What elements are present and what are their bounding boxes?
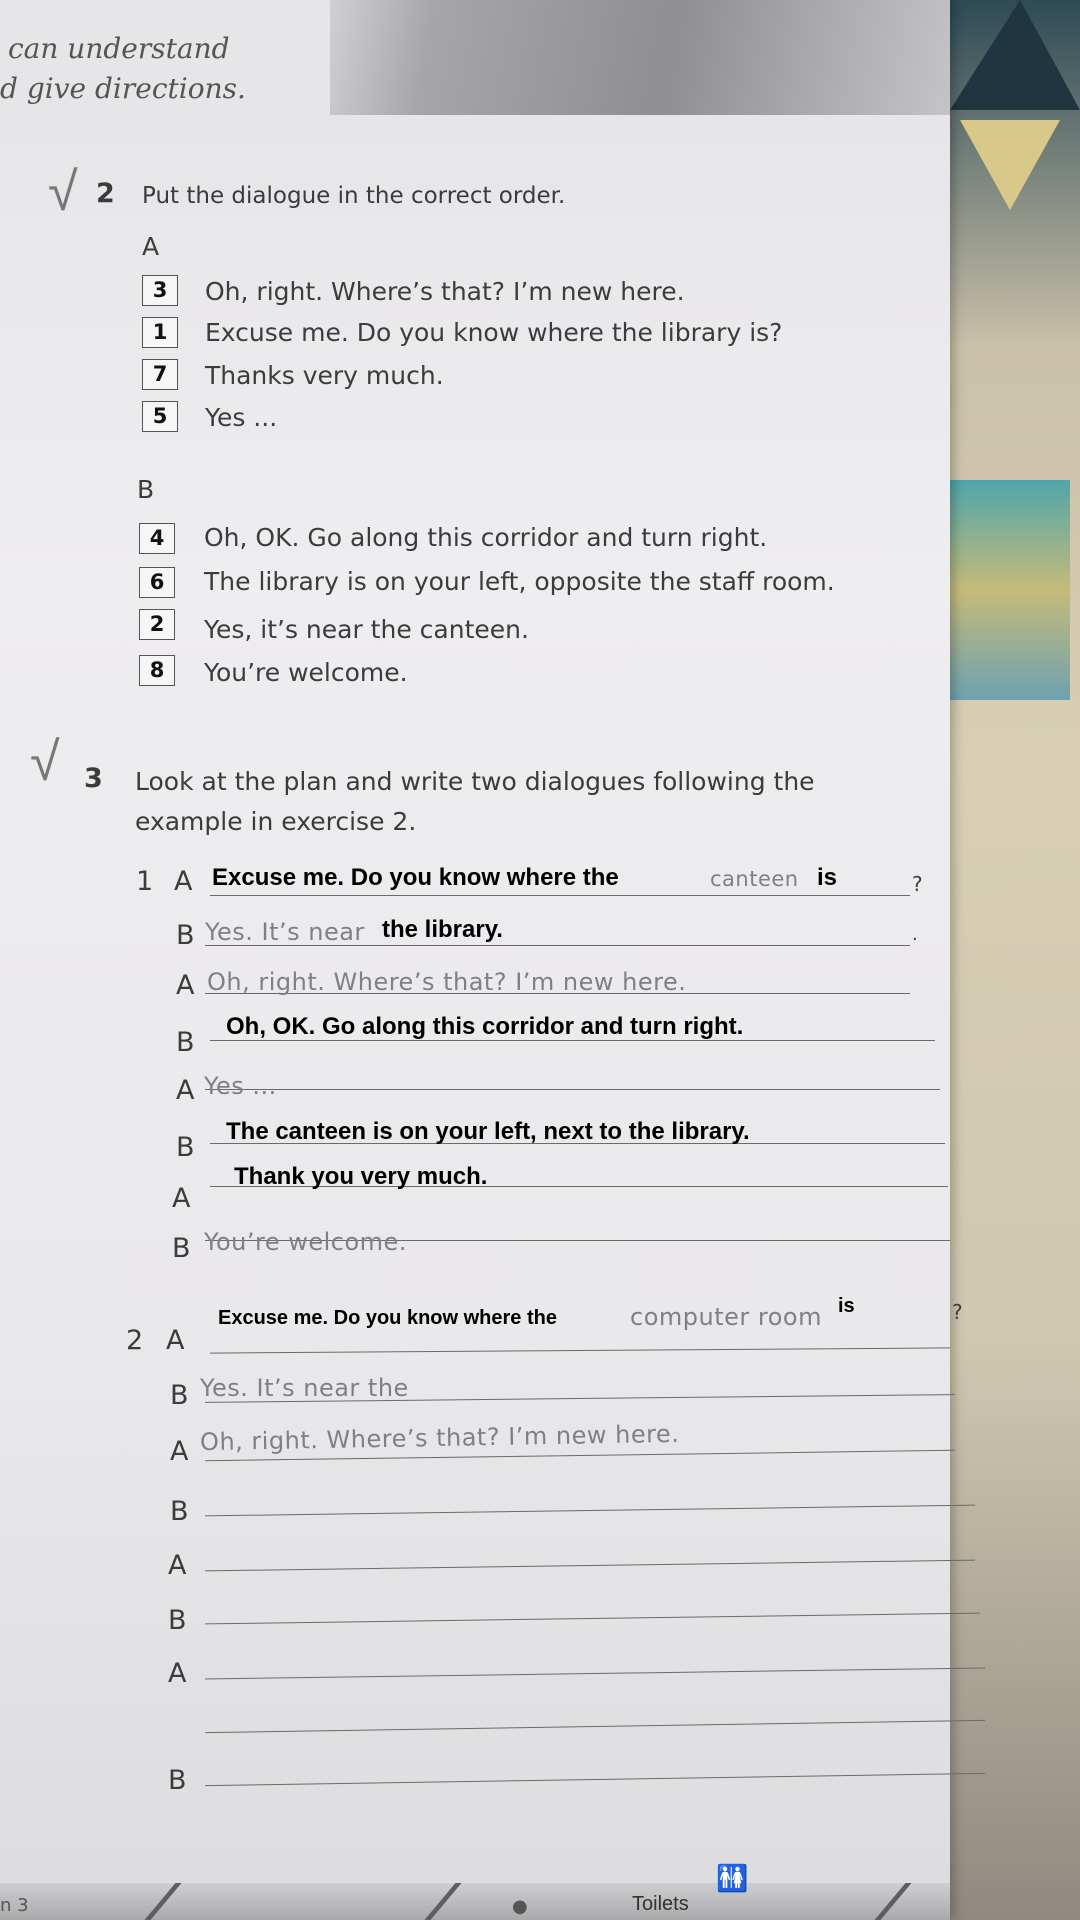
background-fabric (950, 0, 1080, 1920)
page-number: n 3 (0, 1895, 29, 1916)
tick-mark: √ (30, 730, 60, 793)
answer-line (205, 1089, 940, 1090)
speaker-label: A (168, 1550, 187, 1581)
speaker-label: B (168, 1765, 187, 1796)
tick-mark: √ (48, 160, 78, 223)
answer-line (210, 895, 910, 896)
speaker-label: B (176, 1027, 195, 1058)
speaker-label: A (172, 1183, 191, 1214)
header-line-1: can understand (8, 32, 230, 65)
answer-line[interactable] (205, 1560, 975, 1572)
question-mark: ? (952, 1300, 963, 1324)
printed-fill: Oh, right. Where’s that? I’m new here. (199, 1419, 680, 1457)
printed-fill: Yes. It’s near (205, 918, 365, 946)
order-box[interactable]: 3 (142, 275, 178, 306)
toilets-label: Toilets (632, 1893, 689, 1915)
exercise-3-number: 3 (84, 763, 103, 794)
floor-plan-strip (0, 1883, 950, 1920)
speaker-label: A (176, 970, 195, 1001)
fabric-pattern (950, 0, 1080, 110)
answer-line[interactable] (205, 1720, 985, 1734)
order-box[interactable]: 1 (142, 317, 178, 348)
answer-line (210, 1347, 950, 1353)
speaker-label: A (168, 1658, 187, 1689)
part-a-label: A (142, 232, 160, 261)
header-line-2: d give directions. (0, 72, 246, 105)
printed-fill: Yes. It’s near the (200, 1374, 409, 1402)
part-b-label: B (137, 475, 155, 504)
dialogue-line: Excuse me. Do you know where the library is? (205, 318, 783, 347)
printed-fill: Oh, right. Where’s that? I’m new here. (207, 968, 687, 996)
order-box[interactable]: 2 (139, 609, 175, 640)
printed-fill: You’re welcome. (204, 1228, 407, 1256)
printed-fill: canteen (710, 867, 799, 891)
answer-line[interactable] (205, 1505, 975, 1517)
printed-fill: Yes ... (204, 1072, 277, 1100)
question-mark: ? (912, 872, 923, 896)
answer-text[interactable]: Oh, OK. Go along this corridor and turn right. (226, 1013, 744, 1040)
dialogue-1-number: 1 (136, 866, 154, 897)
dialogue-2-number: 2 (126, 1325, 144, 1356)
person-icon: ● (512, 1896, 528, 1917)
fabric-pattern-2 (960, 120, 1060, 210)
dialogue-line: Yes, it’s near the canteen. (204, 615, 529, 644)
answer-line[interactable] (205, 1773, 985, 1787)
printed-fill: computer room (630, 1303, 822, 1331)
exercise-3-instruction-line-2: example in exercise 2. (135, 807, 417, 836)
dialogue-line: You’re welcome. (204, 658, 408, 687)
dialogue-line: Thanks very much. (205, 361, 444, 390)
answer-text[interactable]: is (838, 1295, 855, 1317)
exercise-2-number: 2 (96, 178, 115, 209)
speaker-label: A (176, 1075, 195, 1106)
speaker-label: B (170, 1496, 189, 1527)
dialogue-line: Yes ... (205, 403, 278, 432)
order-box[interactable]: 5 (142, 401, 178, 432)
answer-text[interactable]: The canteen is on your left, next to the library. (226, 1118, 750, 1145)
speaker-label: B (176, 1132, 195, 1163)
full-stop: . (912, 924, 918, 945)
speaker-label: B (176, 920, 195, 951)
dialogue-line: The library is on your left, opposite the staff room. (204, 567, 835, 596)
answer-text[interactable]: Excuse me. Do you know where the (218, 1307, 557, 1329)
toilet-icon: 🚻 (716, 1864, 749, 1894)
order-box[interactable]: 4 (139, 523, 175, 554)
speaker-label: A (166, 1325, 185, 1356)
dialogue-line: Oh, right. Where’s that? I’m new here. (205, 277, 685, 306)
answer-text[interactable]: the library. (382, 916, 503, 943)
speaker-label: B (168, 1605, 187, 1636)
answer-text[interactable]: Thank you very much. (234, 1163, 488, 1190)
speaker-label: A (174, 866, 193, 897)
fabric-embroidery (950, 480, 1070, 700)
answer-line[interactable] (205, 1613, 980, 1625)
order-box[interactable]: 6 (139, 567, 175, 598)
speaker-label: A (170, 1436, 189, 1467)
speaker-label: B (172, 1233, 191, 1264)
answer-text[interactable]: Excuse me. Do you know where the (212, 864, 619, 891)
speaker-label: B (170, 1380, 189, 1411)
answer-text[interactable]: is (817, 864, 838, 891)
order-box[interactable]: 7 (142, 359, 178, 390)
dialogue-line: Oh, OK. Go along this corridor and turn right. (204, 523, 768, 552)
exercise-3-instruction-line-1: Look at the plan and write two dialogues following the (135, 767, 815, 796)
exercise-2-instruction: Put the dialogue in the correct order. (142, 183, 566, 209)
answer-line[interactable] (205, 1668, 985, 1680)
order-box[interactable]: 8 (139, 655, 175, 686)
